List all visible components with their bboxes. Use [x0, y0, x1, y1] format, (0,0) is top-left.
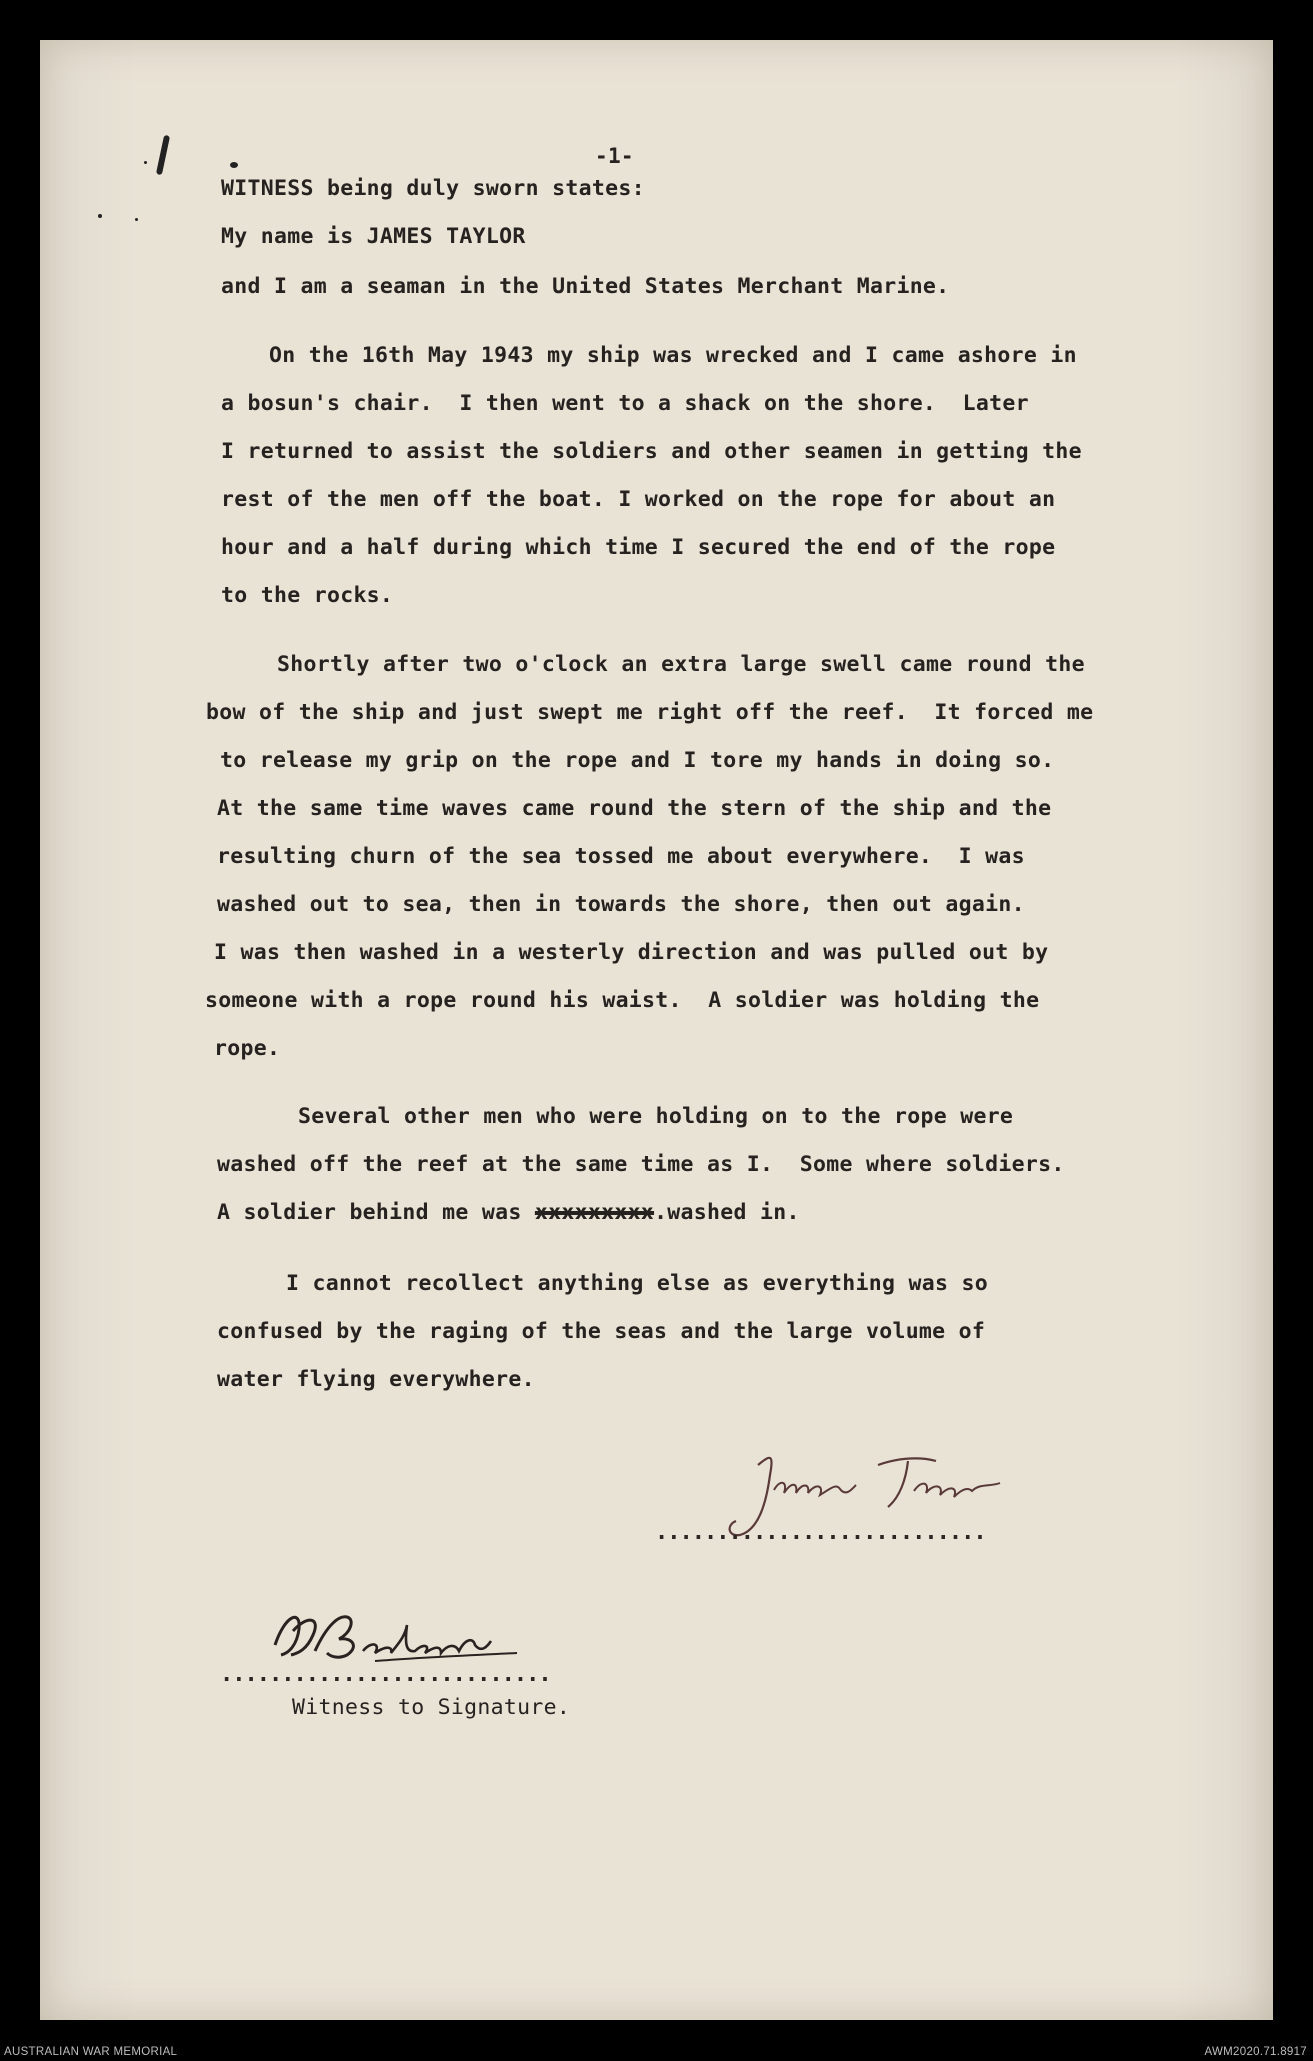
statement-line-19: Several other men who were holding on to the rope were — [298, 1104, 1014, 1129]
statement-line-10: Shortly after two o'clock an extra large swell came round the — [277, 652, 1085, 677]
footer-left: AUSTRALIAN WAR MEMORIAL — [4, 2046, 178, 2058]
statement-line-6: I returned to assist the soldiers and other seamen in getting the — [221, 439, 1082, 464]
statement-line-7: rest of the men off the boat. I worked on the rope for about an — [221, 487, 1056, 512]
statement-line-11: bow of the ship and just swept me right off the reef. It forced me — [206, 700, 1094, 725]
footer-right: AWM2020.71.8917 — [1204, 2046, 1307, 2058]
statement-line-23: confused by the raging of the seas and the large volume of — [217, 1319, 986, 1344]
statement-line-3: and I am a seaman in the United States Merchant Marine. — [221, 274, 950, 299]
statement-line-15: washed out to sea, then in towards the shore, then out again. — [217, 892, 1025, 917]
struck-out-text: xxxxxxxxx — [534, 1200, 655, 1225]
statement-line-20: washed off the reef at the same time as I. Some where soldiers. — [217, 1152, 1065, 1177]
document-page — [40, 40, 1273, 2020]
witness-label: Witness to Signature. — [292, 1695, 571, 1720]
ink-speck — [98, 214, 102, 218]
ink-speck — [135, 218, 138, 221]
statement-line-5: a bosun's chair. I then went to a shack on the shore. Later — [221, 391, 1029, 416]
ink-speck — [230, 162, 238, 168]
statement-line-22: I cannot recollect anything else as everything was so — [286, 1271, 988, 1296]
statement-line-21 — [217, 1200, 800, 1226]
statement-line-21-suffix: .washed in. — [654, 1200, 800, 1225]
statement-line-2: My name is JAMES TAYLOR — [221, 224, 526, 249]
statement-line-1: WITNESS being duly sworn states: — [221, 176, 645, 201]
statement-line-8: hour and a half during which time I secured the end of the rope — [221, 535, 1056, 560]
statement-line-18: rope. — [214, 1036, 281, 1061]
statement-line-16: I was then washed in a westerly direction and was pulled out by — [214, 940, 1049, 965]
statement-line-9: to the rocks. — [221, 583, 394, 608]
page-number: -1- — [595, 144, 634, 168]
signature-dotted-line: ........................... — [655, 1520, 986, 1545]
statement-line-14: resulting churn of the sea tossed me about everywhere. I was — [217, 844, 1025, 869]
statement-line-12: to release my grip on the rope and I tore my hands in doing so. — [220, 748, 1055, 773]
statement-line-4: On the 16th May 1943 my ship was wrecked and I came ashore in — [269, 343, 1077, 368]
ink-speck — [144, 161, 147, 164]
statement-line-13: At the same time waves came round the stern of the ship and the — [217, 796, 1052, 821]
statement-line-17: someone with a rope round his waist. A soldier was holding the — [205, 988, 1040, 1013]
statement-line-21-prefix: A soldier behind me was — [217, 1200, 535, 1225]
ink-mark — [156, 135, 170, 175]
witness-dotted-line: ........................... — [220, 1662, 551, 1687]
statement-line-24: water flying everywhere. — [217, 1367, 535, 1392]
